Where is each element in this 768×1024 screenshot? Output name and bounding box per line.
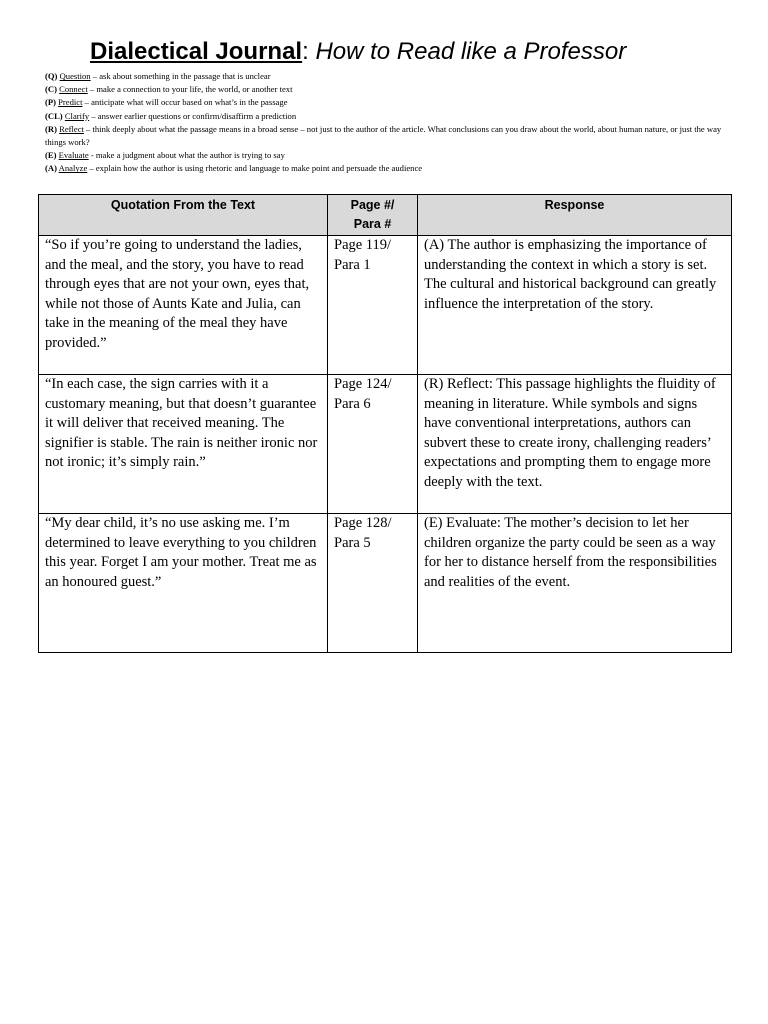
table-row <box>39 514 732 653</box>
title-subtitle: How to Read like a Professor <box>315 38 627 65</box>
response-cell: (A) The author is emphasizing the importance of understanding the context in which a story is set. The cultural and historical background can greatly influence the interpretation of the story. <box>418 236 732 375</box>
response-cell: (R) Reflect: This passage highlights the fluidity of meaning in literature. While symbols and signs have conventional interpretations, authors can subvert these to create irony, challenging readers’ expectations and prompting them to engage more deeply with the text. <box>418 375 732 514</box>
table-row <box>39 236 732 375</box>
page-cell: Page 124/ Para 6 <box>328 375 418 514</box>
title-separator: : <box>302 38 316 65</box>
response-cell: (E) Evaluate: The mother’s decision to let her children organize the party could be seen as a way for her to distance herself from the responsibilities and realities of the event. <box>418 514 732 653</box>
key-item-connect: (C) Connect – make a connection to your life, the world, or another text <box>45 84 293 95</box>
page-cell: Page 119/ Para 1 <box>328 236 418 375</box>
key-item-reflect: (R) Reflect – think deeply about what the passage means in a broad sense – not just to the author of the article. What conclusions can you draw about the world, about human nature, or just the way things work? <box>45 123 722 148</box>
quote-cell: “My dear child, it’s no use asking me. I’m determined to leave everything to you children this year. Forget I am your mother. Treat me as an honoured guest.” <box>39 514 328 653</box>
key-item-evaluate: (E) Evaluate - make a judgment about what the author is trying to say <box>45 150 285 161</box>
quote-cell: “So if you’re going to understand the ladies, and the meal, and the story, you have to read through eyes that are not your own, eyes that, while not those of Aunts Kate and Julia, can take in the meaning of the meal they have provided.” <box>39 236 328 375</box>
table-row <box>39 375 732 514</box>
key-item-analyze: (A) Analyze – explain how the author is using rhetoric and language to make point and persuade the audience <box>45 163 423 174</box>
header-quotation: Quotation From the Text <box>39 195 328 236</box>
table-header-row <box>39 195 732 236</box>
key-item-clarify: (CL) Clarify – answer earlier questions or confirm/disaffirm a prediction <box>45 110 297 121</box>
annotation-key <box>45 70 735 176</box>
page-cell: Page 128/ Para 5 <box>328 514 418 653</box>
quote-cell: “In each case, the sign carries with it a customary meaning, but that doesn’t guarantee it will deliver that received meaning. The signifier is stable. The rain is neither ironic nor not ironic; it’s simply rain.” <box>39 375 328 514</box>
header-response: Response <box>418 195 732 236</box>
key-item-predict: (P) Predict – anticipate what will occur based on what’s in the passage <box>45 97 288 108</box>
page-title <box>90 36 626 68</box>
title-main: Dialectical Journal <box>90 38 303 65</box>
journal-table <box>38 194 732 653</box>
key-item-question: (Q) Question – ask about something in the passage that is unclear <box>45 71 271 81</box>
header-page-para: Page #/ Para # <box>328 195 418 236</box>
